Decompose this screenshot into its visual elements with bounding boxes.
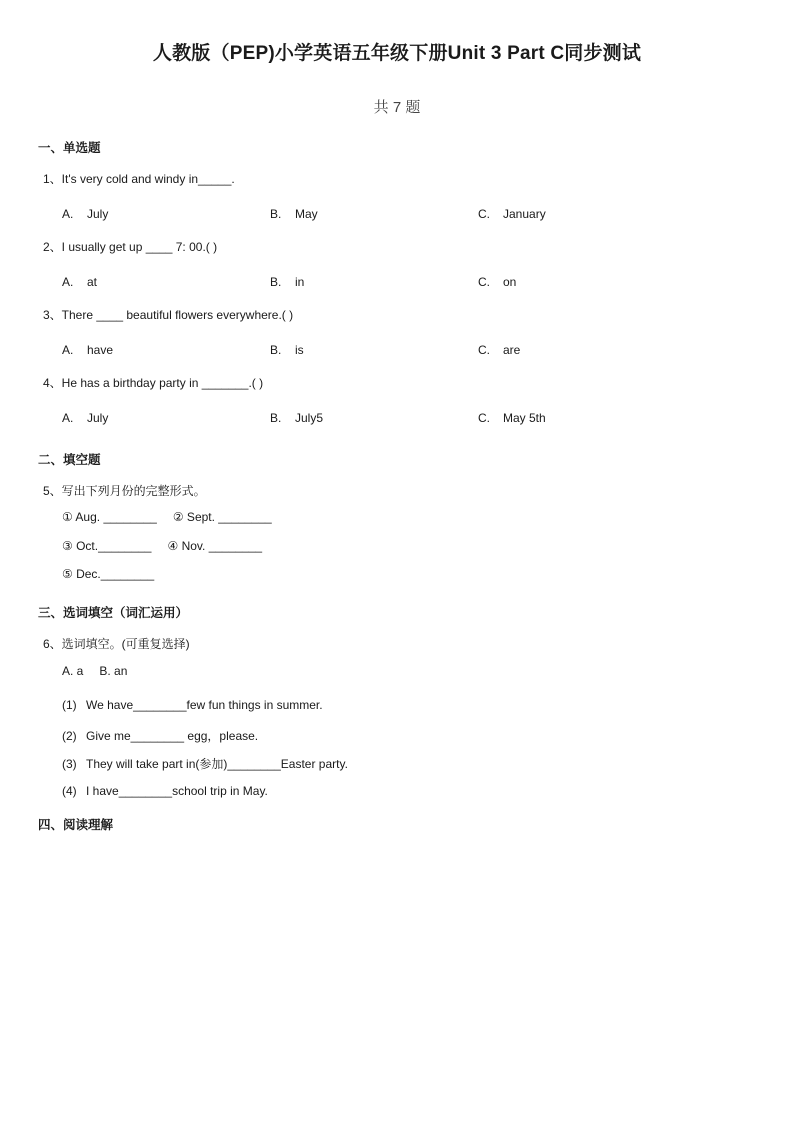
sentence-text: They will take part in(参加)________Easter party. [86, 757, 348, 771]
option-letter: A. [62, 343, 74, 357]
sentence-text: We have________few fun things in summer. [86, 698, 323, 712]
option-text: is [295, 343, 304, 357]
option-letter: C. [478, 411, 490, 425]
question-3-stem: 3、There ____ beautiful flowers everywhere.( ) [43, 308, 294, 322]
q2-option-b[interactable] [270, 275, 304, 289]
page-title: 人教版（PEP)小学英语五年级下册Unit 3 Part C同步测试 [152, 43, 642, 64]
q1-option-a[interactable] [62, 207, 108, 221]
section-heading-reading: 四、阅读理解 [38, 818, 114, 832]
question-1-stem: 1、It's very cold and windy in_____. [43, 172, 235, 186]
q1-option-c[interactable] [478, 207, 546, 221]
q1-option-b[interactable] [270, 207, 318, 221]
sentence-text: Give me________ egg，please. [86, 729, 259, 743]
option-letter: B. [270, 411, 282, 425]
sentence-text: I have________school trip in May. [86, 784, 268, 798]
option-text: May 5th [503, 411, 546, 425]
q4-option-a[interactable] [62, 411, 108, 425]
fill-row-2 [62, 539, 262, 553]
option-text: at [87, 275, 98, 289]
option-letter: C. [478, 343, 490, 357]
option-text: July5 [295, 411, 324, 425]
blank-sentence-2[interactable] [62, 727, 258, 744]
section-heading-fill-blank: 二、填空题 [38, 453, 101, 467]
option-letter: B. [270, 207, 282, 221]
blank-sentence-4[interactable] [62, 784, 268, 798]
question-5-stem: 5、写出下列月份的完整形式。 [43, 484, 206, 498]
item-number: (4) [62, 784, 77, 798]
option-text: July [87, 207, 109, 221]
fill-row-3 [62, 567, 154, 581]
question-count: 共 7 题 [373, 99, 421, 116]
q4-option-c[interactable] [478, 411, 546, 425]
option-text: are [503, 343, 521, 357]
q3-option-a[interactable] [62, 343, 113, 357]
fill-item-dec[interactable]: ⑤ Dec.________ [62, 567, 155, 581]
q3-option-b[interactable] [270, 343, 304, 357]
option-letter: B. [270, 343, 282, 357]
option-text: July [87, 411, 109, 425]
option-letter: A. [62, 411, 74, 425]
section-heading-word-choice: 三、选词填空（词汇运用） [38, 606, 189, 620]
option-text: on [503, 275, 517, 289]
q2-option-c[interactable] [478, 275, 516, 289]
question-4-stem: 4、He has a birthday party in _______.( ) [43, 376, 264, 390]
choice-b: B. an [99, 664, 128, 678]
fill-item-sept[interactable]: ② Sept. ________ [172, 510, 272, 524]
option-text: have [87, 343, 114, 357]
fill-row-1 [62, 510, 272, 524]
word-choices [62, 664, 127, 678]
blank-sentence-3[interactable] [62, 755, 348, 772]
option-letter: A. [62, 275, 74, 289]
q3-option-c[interactable] [478, 343, 520, 357]
question-2-stem: 2、I usually get up ____ 7: 00.( ) [43, 240, 218, 254]
option-letter: A. [62, 207, 74, 221]
q4-option-b[interactable] [270, 411, 323, 425]
fill-item-nov[interactable]: ④ Nov. ________ [167, 539, 263, 553]
q2-option-a[interactable] [62, 275, 97, 289]
option-letter: B. [270, 275, 282, 289]
item-number: (3) [62, 757, 77, 771]
blank-sentence-1[interactable] [62, 698, 323, 712]
item-number: (2) [62, 729, 77, 743]
fill-item-oct[interactable]: ③ Oct.________ [62, 539, 152, 553]
item-number: (1) [62, 698, 77, 712]
option-text: in [295, 275, 305, 289]
fill-item-aug[interactable]: ① Aug. ________ [62, 510, 157, 524]
option-letter: C. [478, 207, 490, 221]
section-heading-single-choice: 一、单选题 [38, 141, 101, 155]
choice-a: A. a [62, 664, 84, 678]
option-letter: C. [478, 275, 490, 289]
option-text: May [295, 207, 318, 221]
option-text: January [503, 207, 546, 221]
question-6-stem: 6、选词填空。(可重复选择) [43, 637, 190, 651]
